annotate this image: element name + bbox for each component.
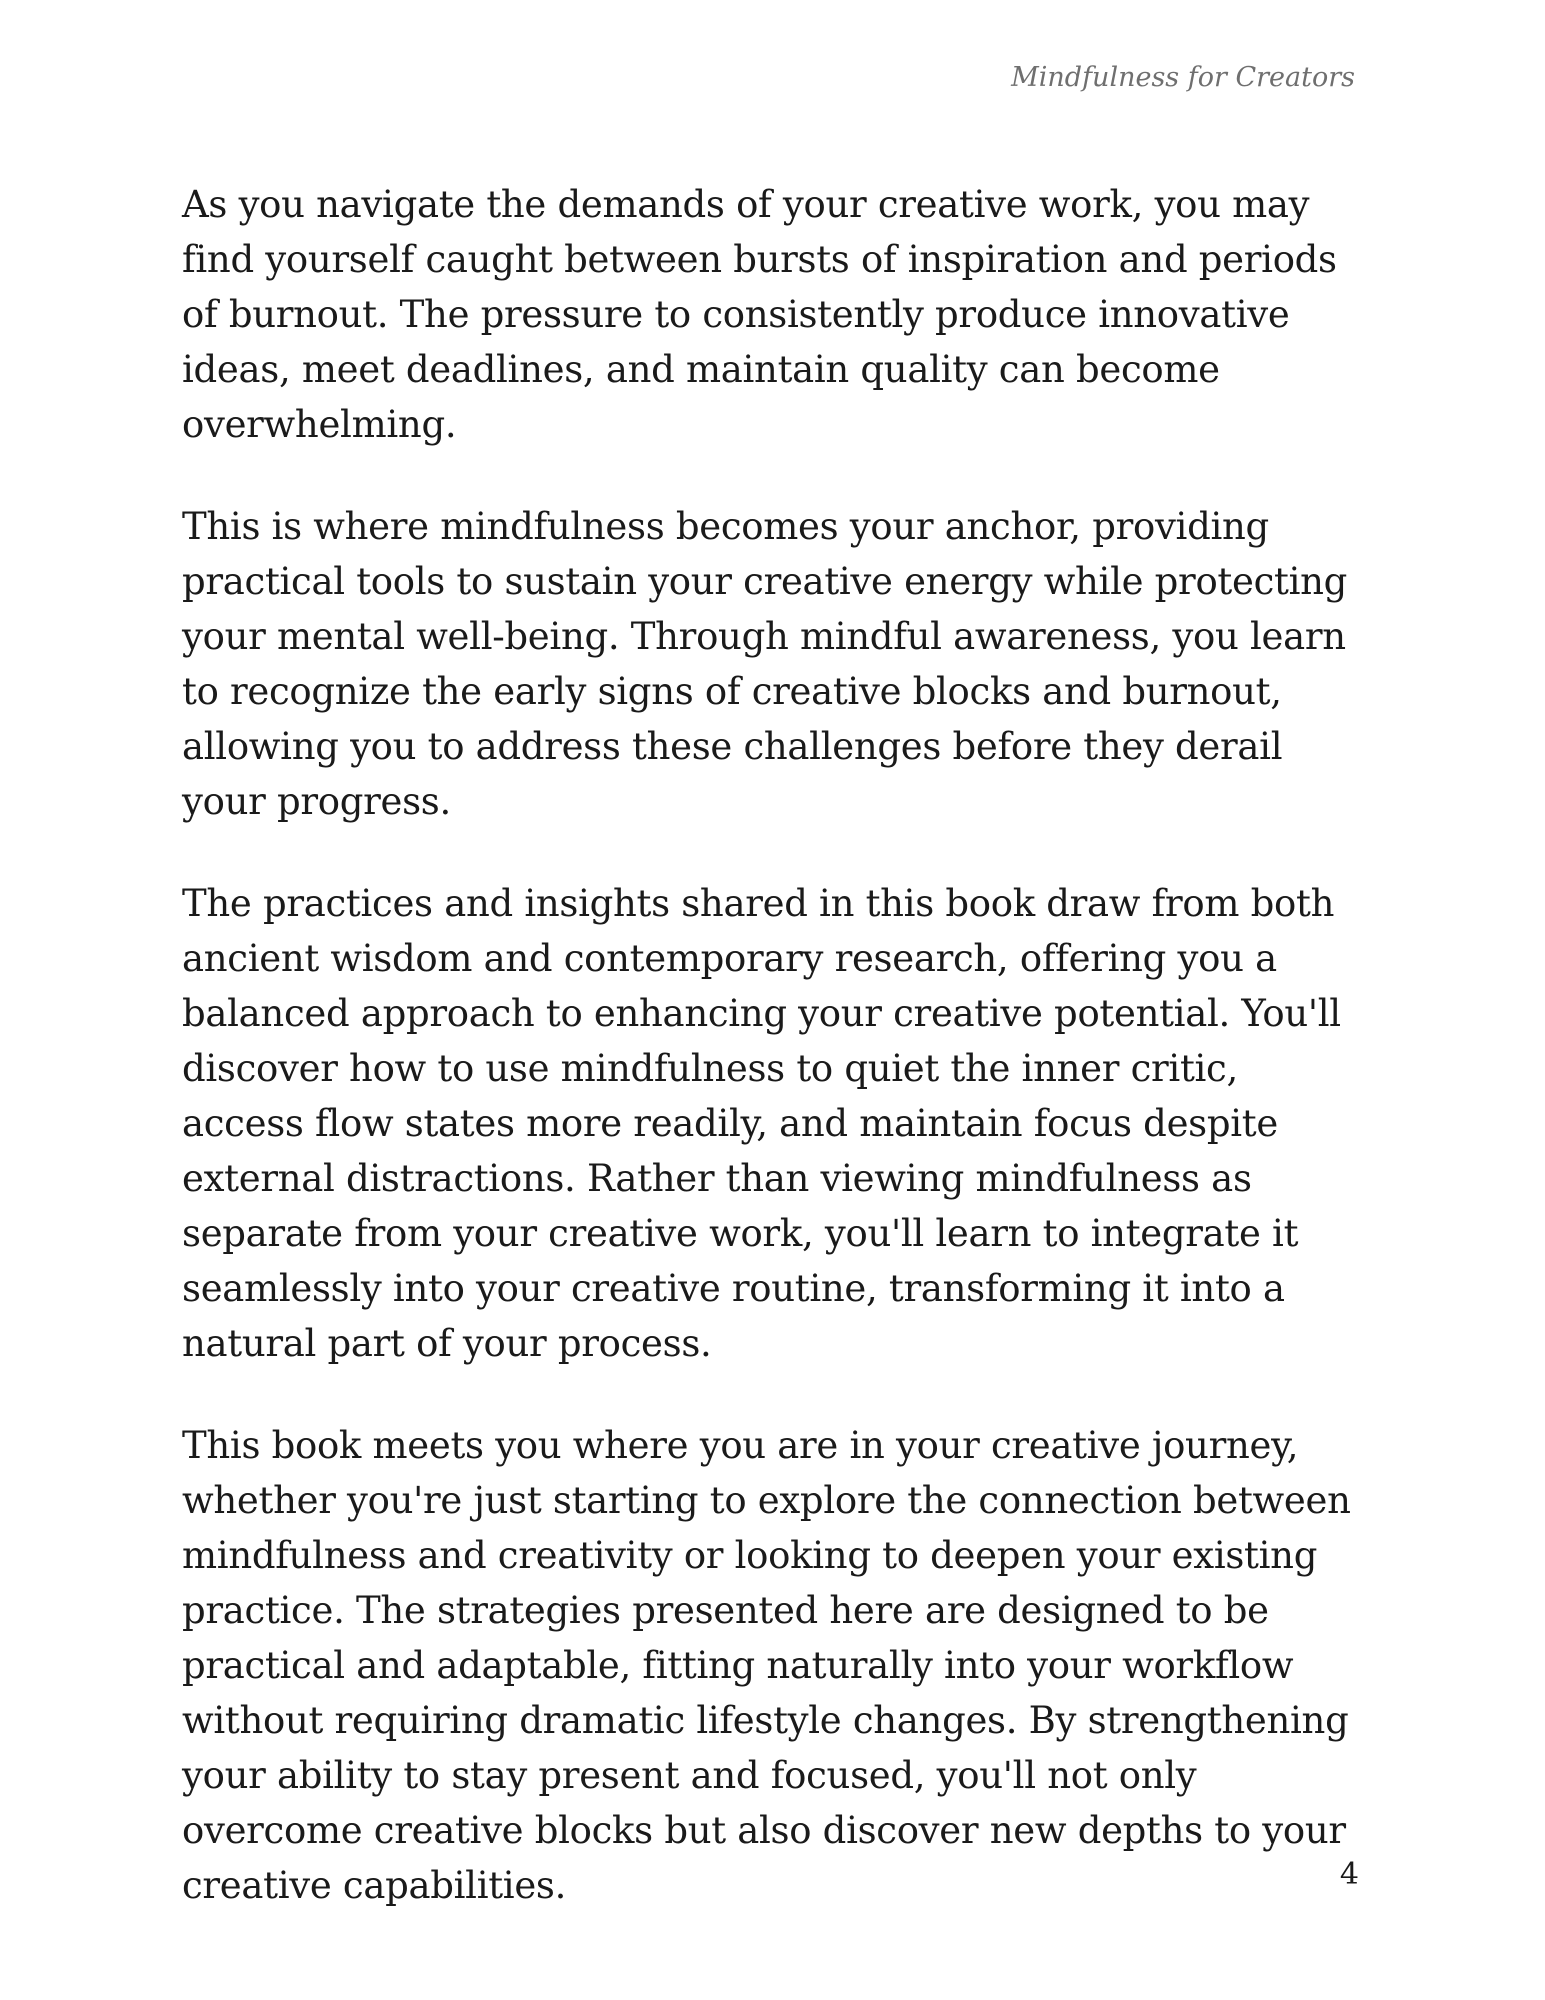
paragraph-1: As you navigate the demands of your creative work, you may find yourself caught between bursts of inspiration and periods of burnout. The pressure to consistently produce innovative ideas, meet deadlines, and maintain quality can become overwhelming. [182, 183, 1337, 446]
paragraph-3: The practices and insights shared in this book draw from both ancient wisdom and contemporary research, offering you a balanced approach to enhancing your creative potential. You'll discover how to use mindfulness to quiet the inner critic, access flow states more readily, and maintain focus despite external distractions. Rather than viewing mindfulness as separate from your creative work, you'll learn to integrate it seamlessly into your creative routine, transforming it into a natural part of your process. [182, 882, 1341, 1365]
body-text [182, 177, 1359, 1913]
page-number: 4 [1339, 1857, 1359, 1892]
running-header-title: Mindfulness for Creators [1011, 62, 1355, 93]
paragraph-4: This book meets you where you are in your creative journey, whether you're just starting to explore the connection between mindfulness and creativity or looking to deepen your existing practice. The strategies presented here are designed to be practical and adaptable, fitting naturally into your workflow without requiring dramatic lifestyle changes. By strengthening your ability to stay present and focused, you'll not only overcome creative blocks but also discover new depths to your creative capabilities. [182, 1424, 1351, 1907]
paragraph-2: This is where mindfulness becomes your anchor, providing practical tools to sustain your creative energy while protecting your mental well-being. Through mindful awareness, you learn to recognize the early signs of creative blocks and burnout, allowing you to address these challenges before they derail your progress. [182, 505, 1348, 823]
